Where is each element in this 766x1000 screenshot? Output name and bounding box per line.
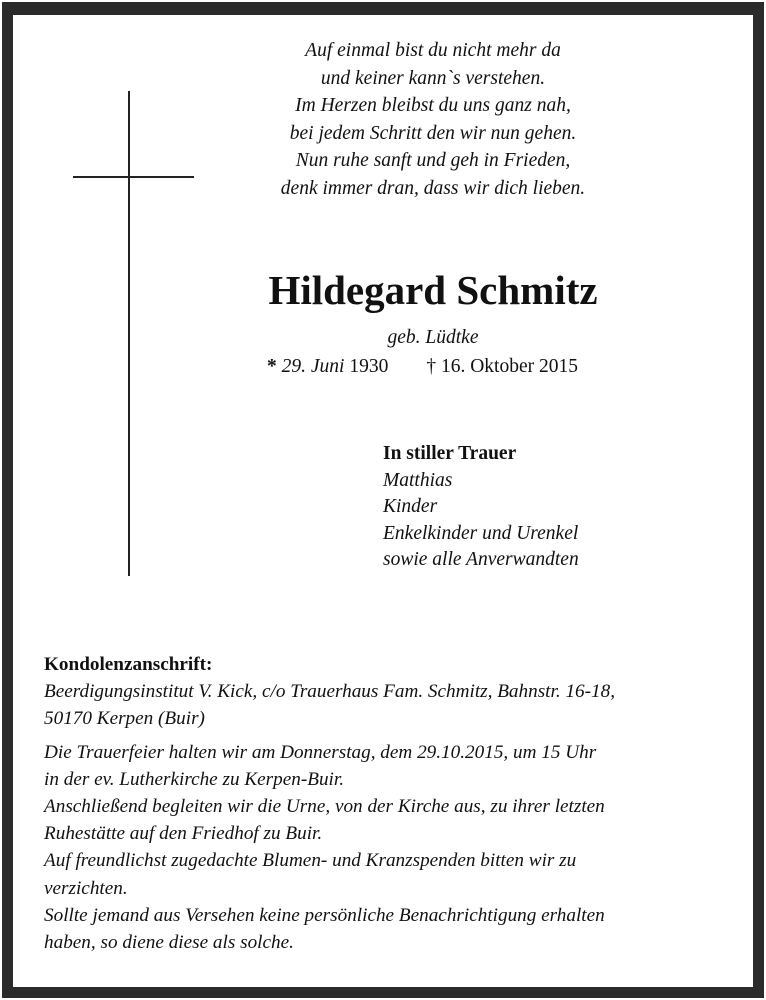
poem-line: Nun ruhe sanft und geh in Frieden, <box>295 150 571 171</box>
note-line: Die Trauerfeier halten wir am Donnerstag, dem 29.10.2015, um 15 Uhr <box>44 741 597 763</box>
notification-note <box>44 902 744 956</box>
mourner-name: Matthias <box>383 469 453 491</box>
note-line: in der ev. Lutherkirche zu Kerpen-Buir. <box>44 768 345 790</box>
urn-note <box>44 793 744 847</box>
funeral-note <box>44 739 744 793</box>
birth-year: 1930 <box>349 356 389 377</box>
mourner-name: Enkelkinder und Urenkel <box>383 522 579 544</box>
mourner-name: sowie alle Anverwandten <box>383 549 579 571</box>
address-line: 50170 Kerpen (Buir) <box>44 708 205 730</box>
cross-icon <box>128 91 130 576</box>
birth-day: 29. Juni <box>281 356 345 377</box>
poem-line: Im Herzen bleibst du uns ganz nah, <box>295 95 571 116</box>
maiden-name: geb. Lüdtke <box>387 327 479 348</box>
birth-star-icon: * <box>267 356 277 377</box>
poem-line: und keiner kann`s verstehen. <box>320 67 546 89</box>
memorial-poem <box>233 37 633 202</box>
poem-line: denk immer dran, dass wir dich lieben. <box>280 177 586 199</box>
notice-block <box>44 651 744 956</box>
flowers-note <box>44 847 744 901</box>
deceased-name: Hildegard Schmitz <box>268 267 598 313</box>
page-border <box>2 2 764 998</box>
poem-line: Auf einmal bist du nicht mehr da <box>305 40 561 61</box>
note-line: haben, so diene diese als solche. <box>44 932 294 954</box>
condolence-address <box>44 651 744 733</box>
mourners-heading: In stiller Trauer <box>383 443 517 464</box>
death-dagger-icon: † <box>426 356 437 377</box>
death-date: 16. Oktober 2015 <box>440 356 578 377</box>
note-line: Sollte jemand aus Versehen keine persönliche Benachrichtigung erhalten <box>44 904 605 926</box>
note-line: Ruhestätte auf den Friedhof zu Buir. <box>44 823 323 845</box>
obituary-card <box>13 15 753 987</box>
note-line: verzichten. <box>44 877 128 899</box>
mourners-block <box>383 441 723 574</box>
note-line: Auf freundlichst zugedachte Blumen- und Kranzspenden bitten wir zu <box>44 850 577 872</box>
cross-icon-bar <box>73 176 194 178</box>
condolence-label: Kondolenzanschrift: <box>44 654 213 675</box>
note-line: Anschließend begleiten wir die Urne, von der Kirche aus, zu ihrer letzten <box>44 796 605 818</box>
mourner-name: Kinder <box>383 496 438 518</box>
life-dates <box>267 354 667 380</box>
address-line: Beerdigungsinstitut V. Kick, c/o Trauerhaus Fam. Schmitz, Bahnstr. 16-18, <box>44 681 616 703</box>
poem-line: bei jedem Schritt den wir nun gehen. <box>289 122 577 144</box>
